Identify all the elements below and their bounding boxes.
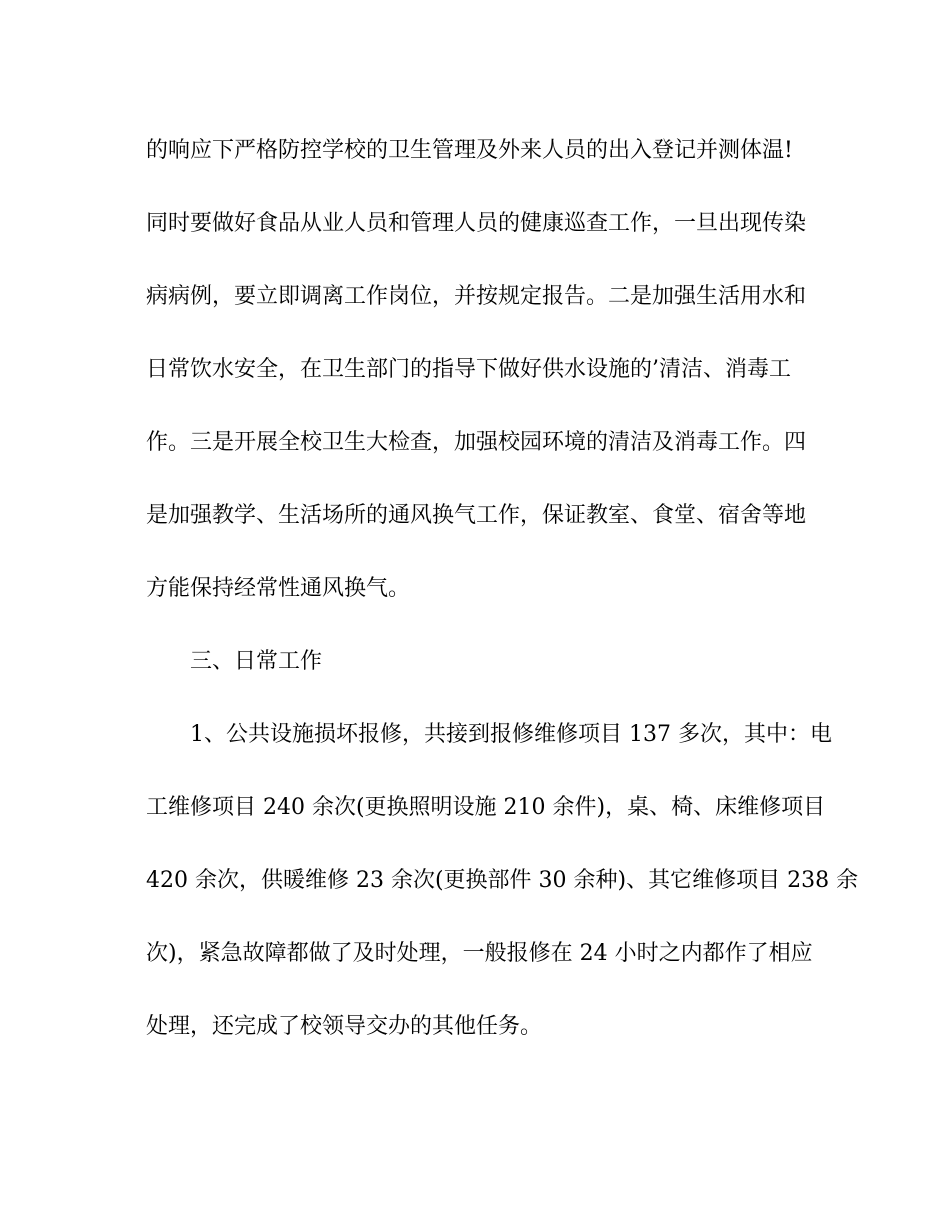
text-line: 日常饮水安全，在卫生部门的指导下做好供水设施的’清洁、消毒工 (146, 357, 791, 382)
text-line: 工维修项目 240 余次(更换照明设施 210 余件)，桌、椅、床维修项目 (146, 795, 826, 820)
text-line: 同时要做好食品从业人员和管理人员的健康巡查工作，一旦出现传染 (146, 211, 807, 236)
text-line: 的响应下严格防控学校的卫生管理及外来人员的出入登记并测体温! (146, 138, 793, 163)
document-body (146, 114, 859, 1063)
text-line: 是加强教学、生活场所的通风换气工作，保证教室、食堂、宿舍等地 (146, 503, 807, 528)
text-line: 病病例，要立即调离工作岗位，并按规定报告。二是加强生活用水和 (146, 284, 807, 309)
text-line: 1、公共设施损坏报修，共接到报修维修项目 137 多次，其中：电 (190, 722, 832, 747)
text-line: 420 余次，供暖维修 23 余次(更换部件 30 余种)、其它维修项目 238 余 (146, 868, 859, 893)
text-line: 处理，还完成了校领导交办的其他任务。 (146, 1014, 543, 1039)
text-line: 方能保持经常性通风换气。 (146, 576, 411, 601)
section-heading: 三、日常工作 (190, 649, 323, 674)
text-line: 作。三是开展全校卫生大检查，加强校园环境的清洁及消毒工作。四 (146, 430, 807, 455)
text-line: 次)，紧急故障都做了及时处理，一般报修在 24 小时之内都作了相应 (146, 941, 813, 966)
